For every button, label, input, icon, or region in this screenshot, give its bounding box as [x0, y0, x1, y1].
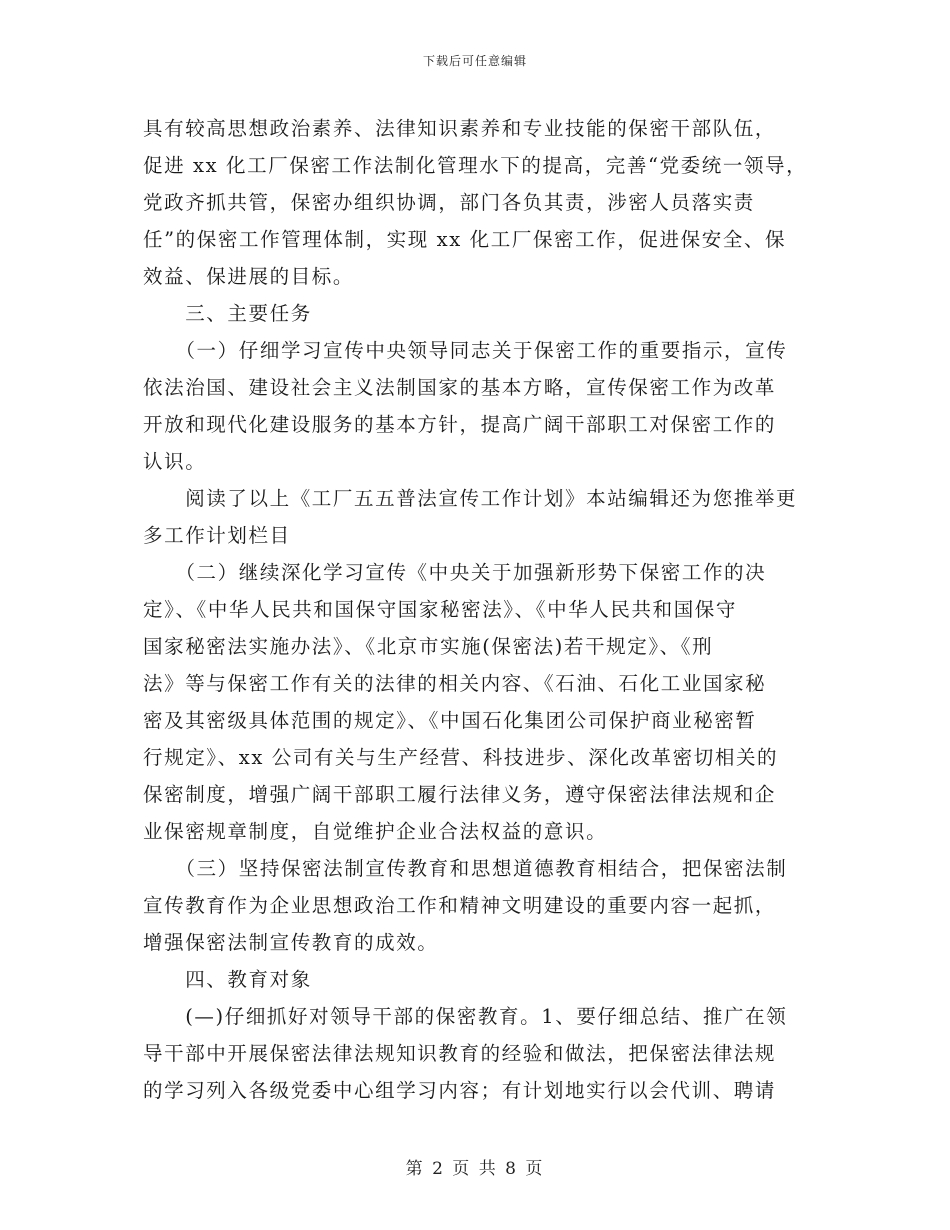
text-line: 增强保密法制宣传教育的成效。: [143, 931, 439, 954]
text-line: 定》、《中华人民共和国保守国家秘密法》、《中华人民共和国保守: [143, 598, 738, 621]
text-line: 的学习列入各级党委中心组学习内容；有计划地实行以会代训、聘请: [143, 1079, 777, 1102]
text-line: 多工作计划栏目: [143, 524, 291, 547]
text-line: 行规定》、xx 公司有关与生产经营、科技进步、深化改革密切相关的: [143, 746, 779, 769]
section-heading: 四、教育对象: [143, 968, 312, 991]
text-line: （一）仔细学习宣传中央领导同志关于保密工作的重要指示，宣传: [143, 339, 788, 362]
text-line: 党政齐抓共管，保密办组织协调，部门各负其责，涉密人员落实责: [143, 191, 755, 214]
text-line: 业保密规章制度，自觉维护企业合法权益的意识。: [143, 820, 608, 843]
text-line: 国家秘密法实施办法》、《北京市实施(保密法)若干规定》、《刑: [143, 635, 714, 658]
page-header: 下载后可任意编辑: [422, 54, 527, 68]
section-heading: 三、主要任务: [143, 302, 312, 325]
text-line: 法》等与保密工作有关的法律的相关内容、《石油、石化工业国家秘: [143, 672, 767, 695]
text-line: (—)仔细抓好对领导干部的保密教育。1、要仔细总结、推广在领: [143, 1005, 788, 1028]
text-line: （三）坚持保密法制宣传教育和思想道德教育相结合，把保密法制: [143, 857, 788, 880]
text-line: 保密制度，增强广阔干部职工履行法律义务，遵守保密法律法规和企: [143, 783, 777, 806]
text-line: 密及其密级具体范围的规定》、《中国石化集团公司保护商业秘密暂: [143, 709, 757, 732]
page-number: 第 2 页 共 8 页: [405, 1159, 545, 1179]
text-line: 依法治国、建设社会主义法制国家的基本方略，宣传保密工作为改革: [143, 376, 777, 399]
text-line: 效益、保进展的目标。: [143, 265, 355, 288]
text-line: 导干部中开展保密法律法规知识教育的经验和做法，把保密法律法规: [143, 1042, 777, 1065]
text-line: 阅读了以上《工厂五五普法宣传工作计划》本站编辑还为您推举更: [143, 487, 798, 510]
text-line: 开放和现代化建设服务的基本方针，提高广阔干部职工对保密工作的: [143, 413, 777, 436]
text-line: 宣传教育作为企业思想政治工作和精神文明建设的重要内容一起抓，: [143, 894, 777, 917]
document-body: [143, 110, 823, 1109]
text-line: （二）继续深化学习宣传《中央关于加强新形势下保密工作的决: [143, 561, 767, 584]
text-line: 促进 xx 化工厂保密工作法制化管理水下的提高，完善“党委统一领导，: [143, 154, 808, 177]
text-line: 任”的保密工作管理体制，实现 xx 化工厂保密工作，促进保安全、保: [143, 228, 787, 251]
text-line: 具有较高思想政治素养、法律知识素养和专业技能的保密干部队伍，: [143, 117, 777, 140]
text-line: 认识。: [143, 450, 207, 473]
